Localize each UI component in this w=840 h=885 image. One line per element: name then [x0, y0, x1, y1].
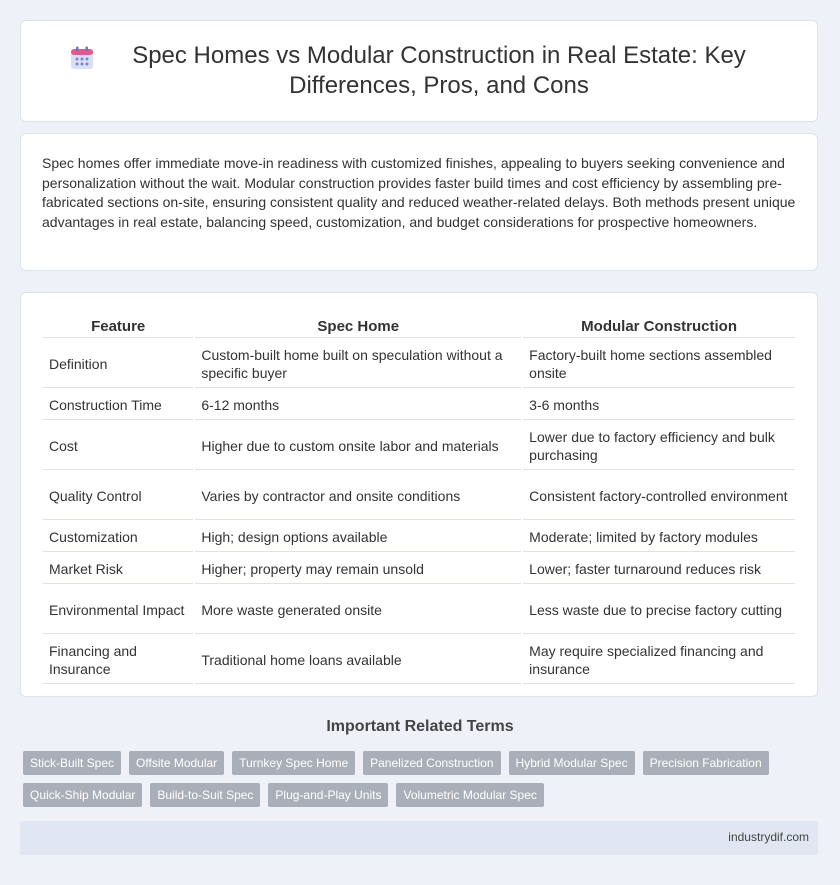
related-term-tag[interactable]: Plug-and-Play Units	[268, 783, 388, 807]
spec-home-cell: Higher due to custom onsite labor and materials	[195, 422, 521, 470]
table-row	[43, 472, 795, 520]
title-wrap	[69, 41, 769, 101]
spec-home-cell: Traditional home loans available	[195, 636, 521, 684]
related-term-tag[interactable]: Panelized Construction	[363, 751, 500, 775]
feature-cell: Cost	[43, 422, 193, 470]
table-row	[43, 554, 795, 584]
footer	[20, 821, 818, 855]
spec-home-cell: Higher; property may remain unsold	[195, 554, 521, 584]
header-modular-construction: Modular Construction	[523, 315, 795, 338]
related-term-tag[interactable]: Precision Fabrication	[643, 751, 769, 775]
spec-home-cell: Varies by contractor and onsite conditions	[195, 472, 521, 520]
related-term-tag[interactable]: Turnkey Spec Home	[232, 751, 355, 775]
modular-cell: Consistent factory-controlled environment	[523, 472, 795, 520]
spec-home-cell: Custom-built home built on speculation without a specific buyer	[195, 340, 521, 388]
feature-cell: Environmental Impact	[43, 586, 193, 634]
feature-cell: Definition	[43, 340, 193, 388]
modular-cell: Less waste due to precise factory cutting	[523, 586, 795, 634]
table-row	[43, 390, 795, 420]
table-row	[43, 586, 795, 634]
feature-cell: Financing and Insurance	[43, 636, 193, 684]
modular-cell: Factory-built home sections assembled onsite	[523, 340, 795, 388]
related-terms-list	[23, 751, 823, 815]
modular-cell: Moderate; limited by factory modules	[523, 522, 795, 552]
feature-cell: Quality Control	[43, 472, 193, 520]
related-term-tag[interactable]: Hybrid Modular Spec	[509, 751, 635, 775]
modular-cell: May require specialized financing and insurance	[523, 636, 795, 684]
table-row	[43, 422, 795, 470]
modular-cell: Lower; faster turnaround reduces risk	[523, 554, 795, 584]
calendar-icon	[69, 45, 95, 71]
related-term-tag[interactable]: Offsite Modular	[129, 751, 224, 775]
header-feature: Feature	[43, 315, 193, 338]
table-row	[43, 340, 795, 388]
footer-site-link[interactable]: industrydif.com	[728, 830, 809, 844]
feature-cell: Customization	[43, 522, 193, 552]
modular-cell: Lower due to factory efficiency and bulk purchasing	[523, 422, 795, 470]
related-term-tag[interactable]: Volumetric Modular Spec	[396, 783, 543, 807]
related-term-tag[interactable]: Quick-Ship Modular	[23, 783, 142, 807]
feature-cell: Market Risk	[43, 554, 193, 584]
feature-cell: Construction Time	[43, 390, 193, 420]
intro-card	[20, 133, 818, 271]
page-title: Spec Homes vs Modular Construction in Real Estate: Key Differences, Pros, and Cons	[132, 42, 746, 99]
spec-home-cell: High; design options available	[195, 522, 521, 552]
spec-home-cell: More waste generated onsite	[195, 586, 521, 634]
table-row	[43, 636, 795, 684]
header-card	[20, 20, 818, 122]
table-header-row	[43, 315, 795, 338]
related-term-tag[interactable]: Stick-Built Spec	[23, 751, 121, 775]
table-row	[43, 522, 795, 552]
spec-home-cell: 6-12 months	[195, 390, 521, 420]
comparison-table-card	[20, 292, 818, 697]
comparison-table	[41, 313, 797, 686]
header-spec-home: Spec Home	[195, 315, 521, 338]
related-terms-title: Important Related Terms	[326, 718, 514, 735]
related-term-tag[interactable]: Build-to-Suit Spec	[150, 783, 260, 807]
modular-cell: 3-6 months	[523, 390, 795, 420]
intro-text: Spec homes offer immediate move-in readiness with customized finishes, appealing to buyers seeking convenience and personalization without the wait. Modular construction provides faster build times and cost efficiency by assembling pre-fabricated sections on-site, ensuring consistent quality and reduced weather-related delays. Both methods present unique advantages in real estate, balancing speed, customization, and budget considerations for prospective homeowners.	[42, 155, 796, 231]
